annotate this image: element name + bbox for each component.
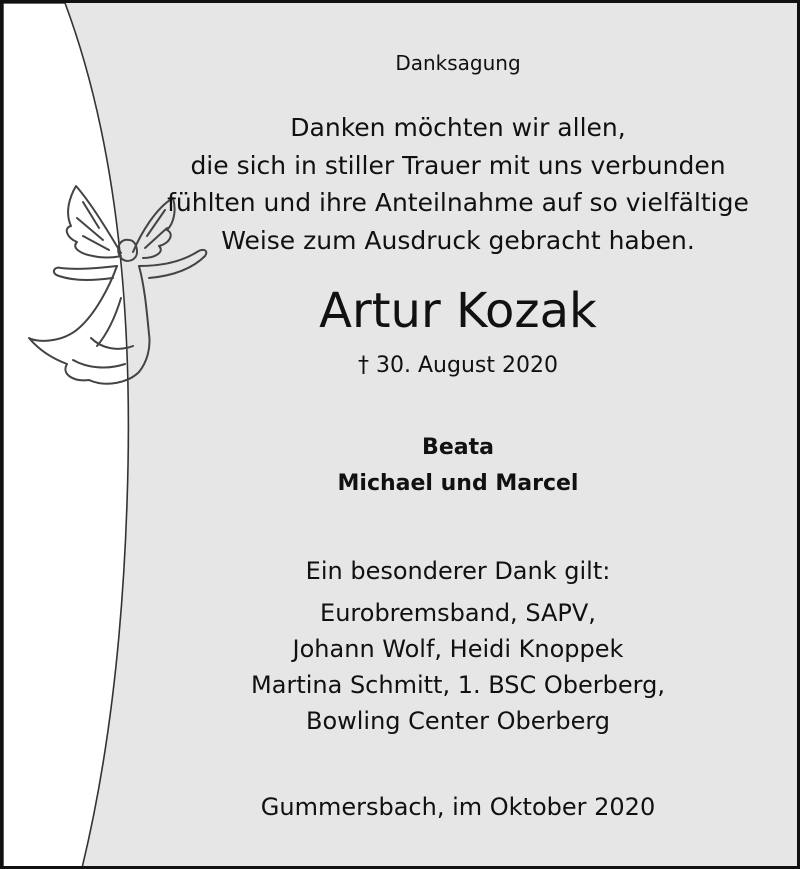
thanks-line: Johann Wolf, Heidi Knoppek xyxy=(292,635,624,663)
place-date: Gummersbach, im Oktober 2020 xyxy=(260,793,656,821)
family-line: Beata xyxy=(422,435,494,460)
deceased-name: Artur Kozak xyxy=(319,283,597,339)
family-names xyxy=(153,430,763,502)
thanks-line: Martina Schmitt, 1. BSC Oberberg, xyxy=(251,671,665,699)
thanks-line: Bowling Center Oberberg xyxy=(305,707,611,735)
intro-text xyxy=(153,109,763,259)
thanks-lead: Ein besonderer Dank gilt: xyxy=(305,557,611,585)
intro-line: Weise zum Ausdruck gebracht haben. xyxy=(221,225,695,255)
family-line: Michael und Marcel xyxy=(337,471,579,496)
intro-line: die sich in stiller Trauer mit uns verbunden xyxy=(190,150,726,180)
heading: Danksagung xyxy=(395,51,521,75)
death-date: † 30. August 2020 xyxy=(358,353,558,378)
thanks-line: Eurobremsband, SAPV, xyxy=(320,599,596,627)
intro-line: fühlten und ihre Anteilnahme auf so vielfältige xyxy=(167,188,749,217)
thanks-list xyxy=(153,595,763,739)
intro-line: Danken möchten wir allen, xyxy=(290,113,626,142)
